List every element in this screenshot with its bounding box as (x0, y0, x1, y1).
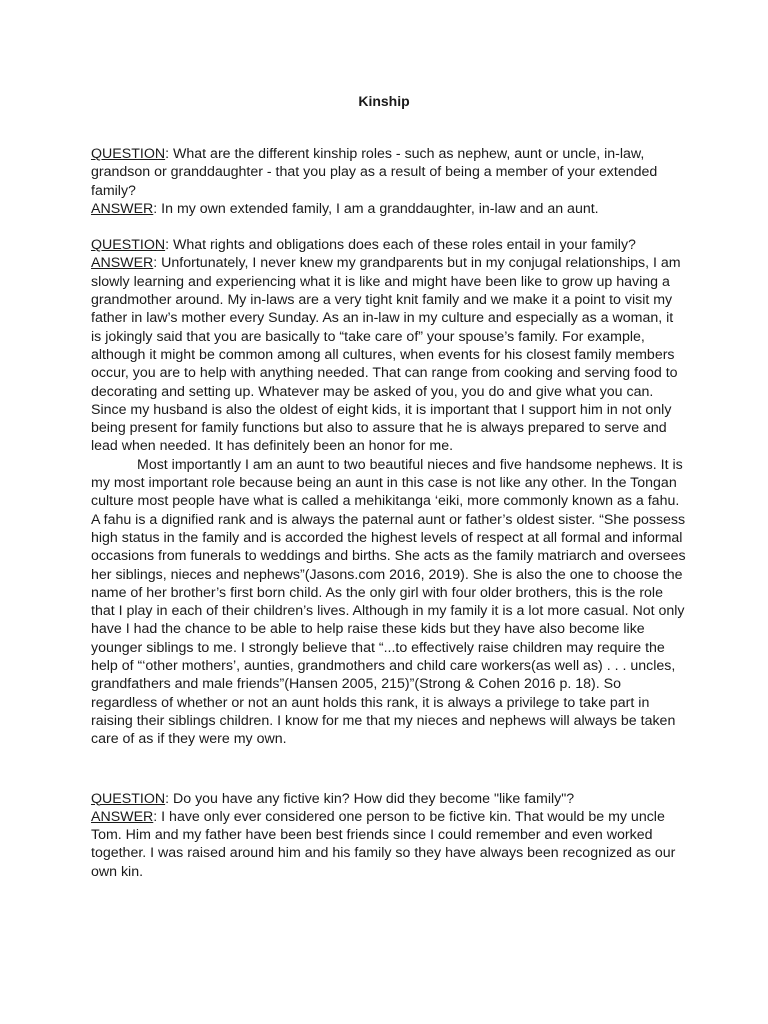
question-label: QUESTION (91, 146, 166, 162)
answer-3 (91, 808, 686, 881)
answer-1-text: : In my own extended family, I am a granddaughter, in-law and an aunt. (153, 200, 599, 217)
answer-label: ANSWER (91, 808, 154, 825)
qa-block-3 (91, 790, 686, 881)
question-3 (91, 790, 686, 808)
answer-1 (91, 200, 686, 218)
answer-label: ANSWER (91, 200, 154, 217)
question-label: QUESTION (91, 790, 166, 807)
document-title: Kinship (358, 93, 410, 109)
question-1-text: : What are the different kinship roles - such as nephew, aunt or uncle, in-law, grandson or granddaughter - that you play as a result of being a member of your extended family? (91, 146, 658, 199)
qa-block-1 (91, 145, 686, 218)
question-1 (91, 145, 686, 200)
answer-label: ANSWER (91, 255, 154, 272)
answer-2-paragraph-1: : Unfortunately, I never knew my grandparents but in my conjugal relationships, I am slowly learning and experiencing what it is like and might have been like to grow up having a grandmother around. My in-laws are a very tight knit family and we make it a point to visit my father in law’s mother every Sunday. As an in-law in my culture and especially as a woman, it is jokingly said that you are basically to “take care of” your spouse’s family. For example, although it might be common among all cultures, when events for his closest family members occur, you are to help with anything needed. That can range from cooking and serving food to decorating and setting up. Whatever may be asked of you, you do and give what you can. Since my husband is also the oldest of eight kids, it is important that I support him in not only being present for family functions but also to assure that he is always prepared to serve and lead when needed. It has definitely been an honor for me. (91, 255, 681, 455)
spacer (91, 749, 686, 790)
answer-2 (91, 254, 686, 455)
qa-block-2 (91, 236, 686, 748)
answer-2-paragraph-2: Most importantly I am an aunt to two beautiful nieces and five handsome nephews. It is my most important role because being an aunt in this case is not like any other. In the Tongan culture most people have what is called a mehikitanga ‘eiki, more commonly known as a fahu. A fahu is a dignified rank and is always the paternal aunt or father’s oldest sister. “She possess high status in the family and is accorded the highest levels of respect at all formal and informal occasions from funerals to weddings and births. She acts as the family matriarch and oversees her siblings, nieces and nephews”(Jasons.com 2016, 2019). She is also the one to choose the name of her brother’s first born child. As the only girl with four older brothers, this is the role that I play in each of their children’s lives. Although in my family it is a lot more casual. Not only have I had the chance to be able to help raise these kids but they have also become like younger siblings to me. I strongly believe that “...to effectively raise children may require the help of “‘other mothers’, aunties, grandmothers and child care workers(as well as) . . . uncles, grandfathers and male friends”(Hansen 2005, 215)”(Strong & Cohen 2016 p. 18). So regardless of whether or not an aunt holds this rank, it is always a privilege to take part in raising their siblings children. I know for me that my nieces and nephews will always be taken care of as if they were my own. (91, 456, 686, 748)
question-2 (91, 236, 686, 254)
document-body (91, 145, 686, 881)
question-2-text: : What rights and obligations does each of these roles entail in your family? (165, 237, 636, 254)
question-label: QUESTION (91, 237, 166, 254)
question-3-text: : Do you have any fictive kin? How did they become "like family"? (165, 790, 575, 807)
answer-3-text: : I have only ever considered one person to be fictive kin. That would be my uncle Tom. Him and my father have been best friends since I could remember and even worked together. I was raised around him and his family so they have always been recognized as our own kin. (91, 808, 676, 880)
spacer (91, 218, 686, 236)
